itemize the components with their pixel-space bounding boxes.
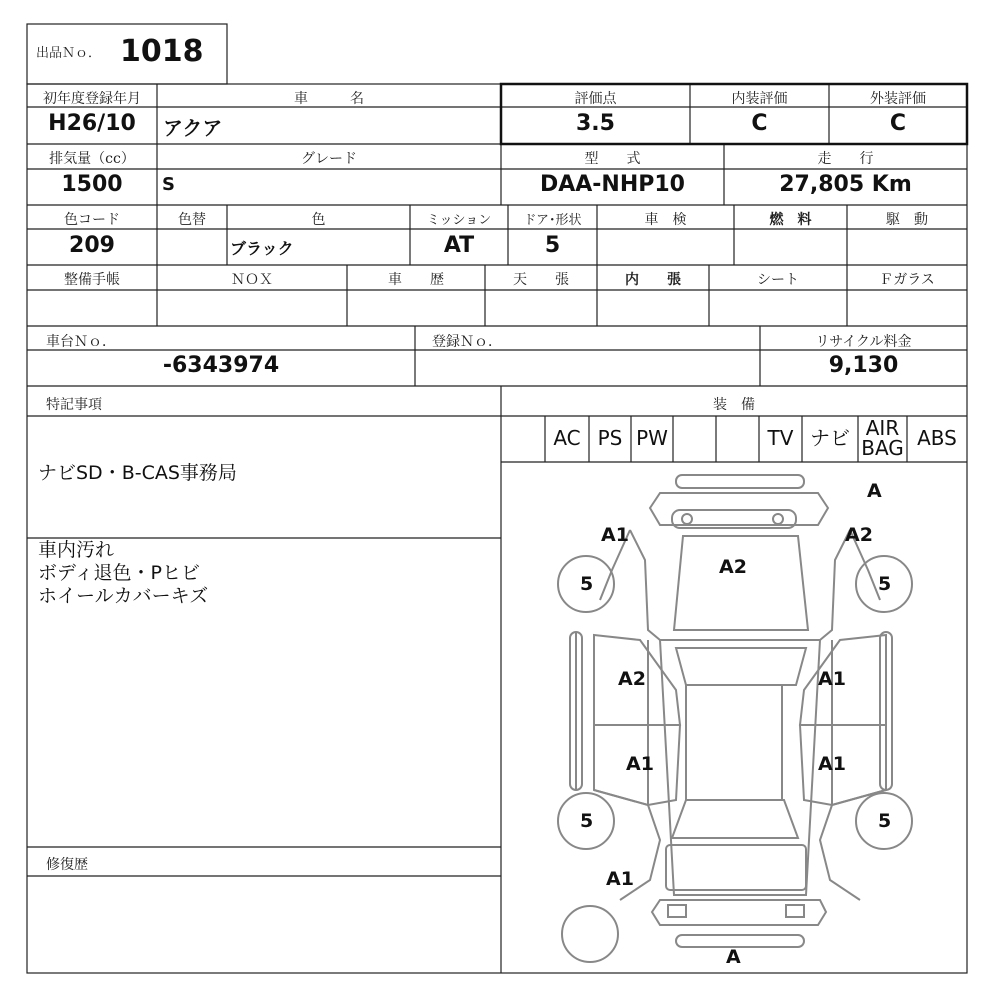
color-code-value: 209 bbox=[69, 233, 115, 258]
interior-grade-label: 内装評価 bbox=[731, 91, 788, 107]
vehicle-history-label: 車 歴 bbox=[388, 272, 444, 288]
maintenance-record-label: 整備手帳 bbox=[64, 272, 120, 288]
mileage-label: 走 行 bbox=[817, 151, 874, 167]
lot-number-value: 1018 bbox=[120, 34, 204, 69]
model-label: 型 式 bbox=[584, 151, 641, 167]
front-glass-label: Ｆガラス bbox=[879, 272, 935, 288]
car-name-label: 車 名 bbox=[294, 91, 364, 107]
remarks-line-4: ホイールカバーキズ bbox=[38, 585, 209, 607]
interior-grade-value: C bbox=[751, 111, 768, 136]
rear-bumper-mark: A bbox=[726, 946, 741, 968]
left-front-door-mark: A2 bbox=[618, 668, 646, 690]
grade-label: グレード bbox=[301, 151, 357, 167]
first-registration-value: H26/10 bbox=[48, 111, 136, 136]
rear-left-quarter-mark: A1 bbox=[606, 868, 634, 890]
exterior-grade-value: C bbox=[889, 111, 907, 136]
repair-history-label: 修復歴 bbox=[46, 857, 88, 873]
color-change-label: 色替 bbox=[178, 212, 206, 228]
mission-label: ミッション bbox=[426, 213, 492, 228]
fuel-label: 燃 料 bbox=[769, 212, 812, 228]
displacement-label: 排気量（cc） bbox=[49, 151, 135, 167]
score-value: 3.5 bbox=[576, 111, 615, 136]
first-registration-label: 初年度登録年月 bbox=[43, 91, 141, 107]
displacement-value: 1500 bbox=[61, 172, 123, 197]
car-name-value: アクア bbox=[163, 116, 223, 140]
equipment-ac: AC bbox=[553, 426, 581, 450]
wheel-front-right-mark: 5 bbox=[878, 573, 892, 595]
color-label: 色 bbox=[311, 212, 326, 228]
front-bumper-mark: A bbox=[867, 480, 882, 502]
equipment-airbag-line2: BAG bbox=[861, 436, 904, 460]
remarks-line-3: ボディ退色・Pヒビ bbox=[38, 562, 200, 584]
mission-value: AT bbox=[443, 233, 475, 258]
equipment-abs: ABS bbox=[917, 426, 957, 450]
nox-label: ＮＯＸ bbox=[231, 272, 273, 288]
hood-mark: A2 bbox=[719, 556, 747, 578]
right-front-door-mark: A1 bbox=[818, 668, 846, 690]
door-value: 5 bbox=[544, 233, 561, 258]
score-label: 評価点 bbox=[574, 91, 617, 107]
equipment-navi: ナビ bbox=[810, 426, 850, 450]
equipment-airbag-line1: AIR bbox=[865, 416, 900, 440]
equipment-tv: TV bbox=[767, 426, 794, 450]
color-code-label: 色コード bbox=[64, 212, 120, 228]
equipment-pw: PW bbox=[636, 426, 668, 450]
recycle-fee-value: 9,130 bbox=[828, 353, 899, 378]
seat-label: シート bbox=[757, 272, 799, 288]
wheel-front-left-mark: 5 bbox=[580, 573, 594, 595]
remarks-label: 特記事項 bbox=[46, 397, 102, 413]
front-right-fender-mark: A2 bbox=[845, 524, 873, 546]
mileage-value: 27,805 Km bbox=[779, 172, 912, 197]
lot-number-label: 出品Ｎｏ． bbox=[36, 46, 102, 61]
model-value: DAA-NHP10 bbox=[539, 172, 685, 197]
color-value: ブラック bbox=[230, 239, 294, 258]
equipment-label: 装 備 bbox=[713, 397, 755, 413]
inspection-label: 車 検 bbox=[644, 212, 687, 228]
grade-value: S bbox=[162, 174, 175, 195]
right-rear-door-mark: A1 bbox=[818, 753, 846, 775]
drive-label: 駆 動 bbox=[886, 212, 928, 228]
registration-number-label: 登録Ｎｏ． bbox=[432, 334, 502, 350]
recycle-fee-label: リサイクル料金 bbox=[815, 334, 912, 350]
chassis-number-label: 車台Ｎｏ． bbox=[46, 334, 116, 350]
front-left-fender-mark: A1 bbox=[601, 524, 629, 546]
interior-lining-label: 内 張 bbox=[625, 272, 681, 288]
wheel-rear-right-mark: 5 bbox=[878, 810, 892, 832]
left-rear-door-mark: A1 bbox=[626, 753, 654, 775]
remarks-line-2: 車内汚れ bbox=[38, 539, 115, 561]
wheel-rear-left-mark: 5 bbox=[580, 810, 594, 832]
remarks-line-1: ナビSD・B-CAS事務局 bbox=[38, 462, 237, 484]
exterior-grade-label: 外装評価 bbox=[870, 91, 926, 107]
chassis-number-value: -6343974 bbox=[162, 353, 280, 378]
roof-lining-label: 天 張 bbox=[513, 272, 569, 288]
door-shape-label: ドア･形状 bbox=[523, 213, 582, 228]
equipment-ps: PS bbox=[597, 426, 623, 450]
